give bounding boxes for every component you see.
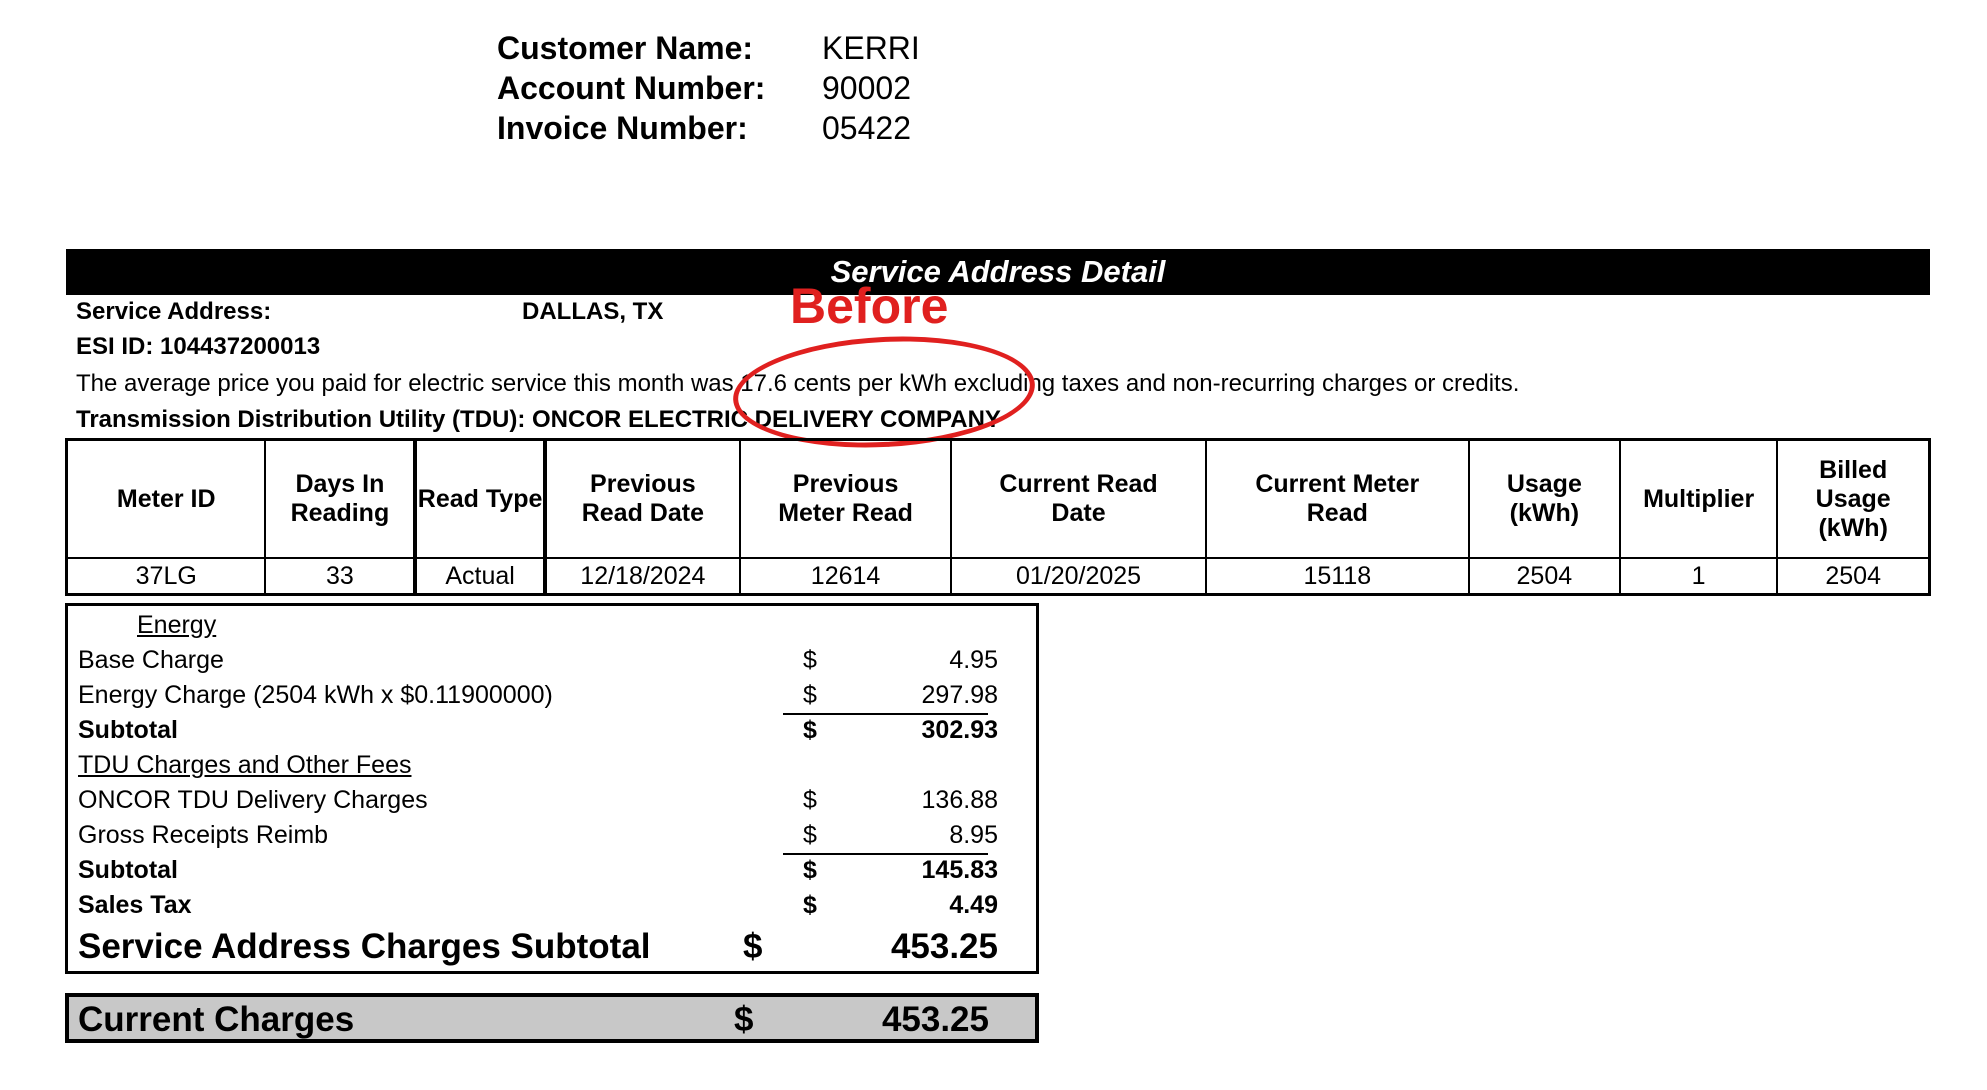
energy-charge-amount: 297.98 — [921, 681, 998, 709]
header-usage: Usage (kWh) — [1469, 440, 1620, 559]
dollar-sign: $ — [803, 716, 817, 744]
oncor-row — [78, 783, 1028, 818]
tdu-subtotal-label: Subtotal — [78, 856, 178, 884]
energy-header: Energy — [137, 611, 217, 639]
cell-days: 33 — [265, 558, 415, 595]
customer-name-value: KERRI — [822, 30, 920, 66]
dollar-sign: $ — [803, 821, 817, 849]
service-subtotal-row — [78, 926, 1028, 968]
dollar-sign: $ — [803, 891, 817, 919]
energy-charge-row — [78, 678, 1028, 713]
oncor-amount: 136.88 — [921, 786, 998, 814]
account-number-row — [497, 68, 920, 108]
charges-box — [65, 603, 1039, 974]
header-days-in-reading: Days In Reading — [265, 440, 415, 559]
tdu-header-row — [78, 748, 1028, 783]
current-charges-amount: 453.25 — [881, 1000, 989, 1039]
customer-info — [497, 28, 920, 148]
service-subtotal-label: Service Address Charges Subtotal — [78, 927, 651, 966]
cell-current-read-date: 01/20/2025 — [951, 558, 1206, 595]
gross-receipts-label: Gross Receipts Reimb — [78, 821, 329, 849]
energy-subtotal-row — [78, 713, 1028, 748]
customer-name-row — [497, 28, 920, 68]
header-previous-read-date: Previous Read Date — [545, 440, 740, 559]
header-current-meter-read: Current Meter Read — [1206, 440, 1469, 559]
dollar-sign: $ — [743, 927, 763, 966]
invoice-number-value: 05422 — [822, 110, 911, 146]
esi-id: ESI ID: 104437200013 — [76, 333, 321, 360]
invoice-number-label: Invoice Number: — [497, 110, 748, 146]
cell-current-meter-read: 15118 — [1206, 558, 1469, 595]
energy-subtotal-amount: 302.93 — [921, 716, 998, 744]
cell-previous-meter-read: 12614 — [740, 558, 951, 595]
energy-charge-label: Energy Charge (2504 kWh x $0.11900000) — [78, 681, 553, 709]
dollar-sign: $ — [803, 856, 817, 884]
meter-table-header — [67, 440, 1930, 559]
tdu-subtotal-amount: 145.83 — [921, 856, 998, 884]
service-subtotal-amount: 453.25 — [890, 927, 998, 966]
cell-read-type: Actual — [415, 558, 544, 595]
meter-table — [65, 438, 1931, 596]
current-charges-box — [65, 993, 1039, 1043]
tdu-subtotal-row — [78, 853, 1028, 888]
dollar-sign: $ — [803, 646, 817, 674]
energy-subtotal-label: Subtotal — [78, 716, 178, 744]
header-read-type: Read Type — [415, 440, 544, 559]
sales-tax-label: Sales Tax — [78, 891, 192, 919]
cell-meter-id: 37LG — [67, 558, 266, 595]
before-annotation: Before — [790, 278, 949, 334]
account-number-label: Account Number: — [497, 70, 766, 106]
sales-tax-row — [78, 888, 1028, 923]
cell-previous-read-date: 12/18/2024 — [545, 558, 740, 595]
account-number-value: 90002 — [822, 70, 911, 106]
base-charge-row — [78, 643, 1028, 678]
header-previous-meter-read: Previous Meter Read — [740, 440, 951, 559]
service-address-value: DALLAS, TX — [522, 298, 664, 325]
gross-receipts-row — [78, 818, 1028, 853]
base-charge-label: Base Charge — [78, 646, 224, 674]
tdu-header: TDU Charges and Other Fees — [78, 751, 412, 779]
section-title: Service Address Detail — [66, 249, 1930, 295]
base-charge-amount: 4.95 — [949, 646, 998, 674]
service-address-row — [76, 297, 664, 327]
gross-receipts-amount: 8.95 — [949, 821, 998, 849]
header-billed-usage: Billed Usage (kWh) — [1777, 440, 1929, 559]
cell-billed-usage: 2504 — [1777, 558, 1929, 595]
cell-usage: 2504 — [1469, 558, 1620, 595]
service-address-label: Service Address: — [76, 298, 272, 325]
dollar-sign: $ — [803, 681, 817, 709]
header-current-read-date: Current Read Date — [951, 440, 1206, 559]
header-meter-id: Meter ID — [67, 440, 266, 559]
dollar-sign: $ — [734, 1000, 754, 1039]
cell-multiplier: 1 — [1620, 558, 1778, 595]
energy-header-row — [78, 608, 1028, 643]
header-multiplier: Multiplier — [1620, 440, 1778, 559]
average-price-note: The average price you paid for electric service this month was 17.6 cents per kWh excluding taxes and non-recurring charges or credits. — [76, 370, 1520, 397]
dollar-sign: $ — [803, 786, 817, 814]
invoice-number-row — [497, 108, 920, 148]
sales-tax-amount: 4.49 — [949, 891, 998, 919]
tdu-line: Transmission Distribution Utility (TDU): ONCOR ELECTRIC DELIVERY COMPANY — [76, 406, 1001, 433]
oncor-label: ONCOR TDU Delivery Charges — [78, 786, 428, 814]
meter-table-row — [67, 558, 1930, 595]
highlight-circle — [730, 329, 1037, 455]
customer-name-label: Customer Name: — [497, 30, 754, 66]
current-charges-label: Current Charges — [78, 1000, 355, 1039]
